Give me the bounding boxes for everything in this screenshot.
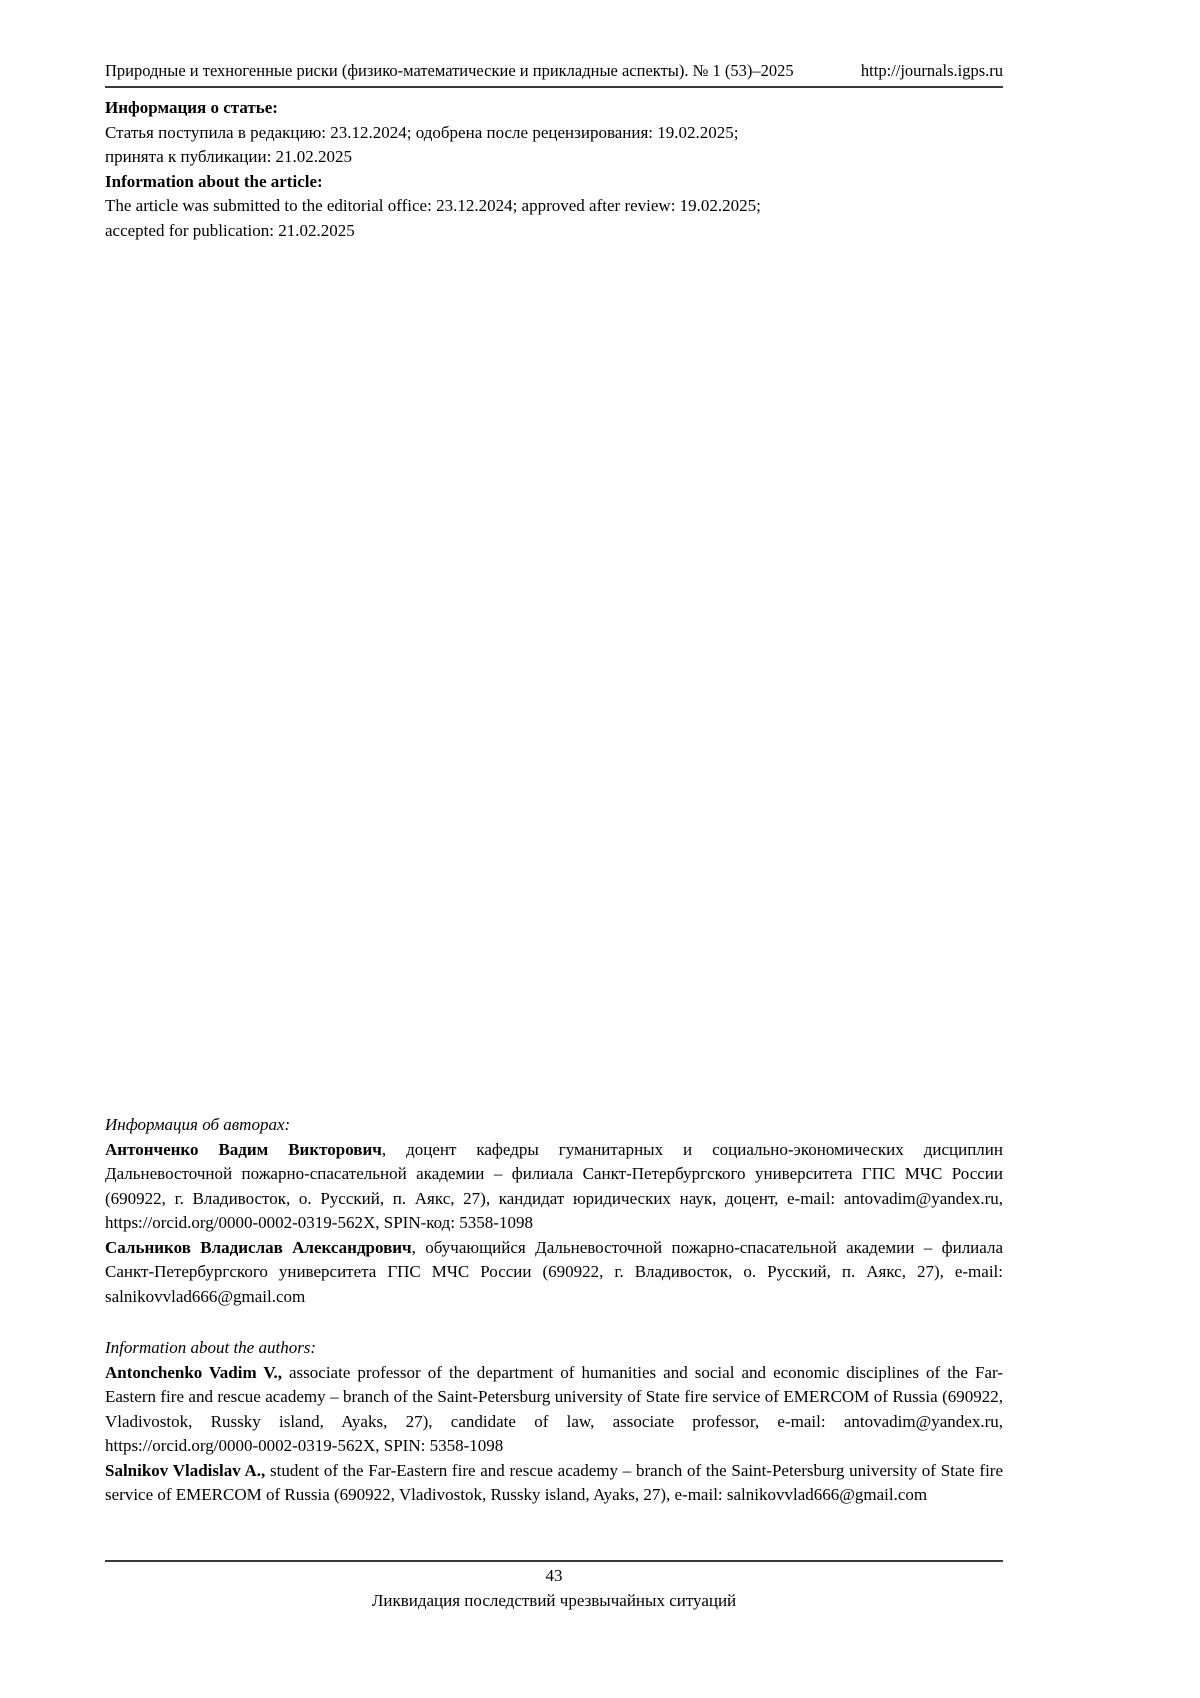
author-ru-1-details: , доцент кафедры гуманитарных и социально-экономических дисциплин Дальневосточной пожарно-спасательной академии – филиала Санкт-Петербургского университета ГПС МЧС России (690922, г. Владивосток, о. Русский, п. Аякс, 27), кандидат юридических наук, доцент, e-mail: antovadim@yandex.ru, https://orcid.org/0000-0002-0319-562X, SPIN-код: 5358-1098 xyxy=(105,1139,1003,1232)
article-info-ru-line2: принята к публикации: 21.02.2025 xyxy=(105,147,353,166)
article-info-en-line2: accepted for publication: 21.02.2025 xyxy=(105,220,355,240)
author-en-1 xyxy=(105,1361,1003,1459)
author-ru-1-name: Антонченко Вадим Викторович xyxy=(105,1139,382,1159)
authors-ru-heading: Информация об авторах: xyxy=(105,1115,291,1134)
page-footer xyxy=(105,1560,1003,1613)
article-info-ru-heading: Информация о статье: xyxy=(105,98,278,117)
authors-section xyxy=(105,1113,1003,1508)
author-en-1-name: Antonchenko Vadim V., xyxy=(105,1362,282,1382)
header-row xyxy=(105,60,1003,82)
author-en-2-details: student of the Far-Eastern fire and rescue academy – branch of the Saint-Petersburg university of State fire service of EMERCOM of Russia (690922, Vladivostok, Russky island, Ayaks, 27), e-mail: salnikovvlad666@gmail.com xyxy=(105,1460,1004,1504)
article-info-ru-line1: Статья поступила в редакцию: 23.12.2024; одобрена после рецензирования: 19.02.2025; xyxy=(105,122,739,142)
article-info xyxy=(105,96,1003,243)
footer-section-title: Ликвидация последствий чрезвычайных ситуаций xyxy=(371,1590,737,1610)
author-ru-1 xyxy=(105,1138,1003,1236)
authors-en-heading: Information about the authors: xyxy=(105,1338,317,1357)
author-en-2-name: Salnikov Vladislav A., xyxy=(105,1460,266,1480)
author-en-1-details: associate professor of the department of humanities and social and economic disciplines of the Far-Eastern fire and rescue academy – branch of the Saint-Petersburg university of State fire service of EMERCOM of Russia (690922, Vladivostok, Russky island, Ayaks, 27), candidate of law, associate professor, e-mail: antovadim@yandex.ru, https://orcid.org/0000-0002-0319-562X, SPIN: 5358-1098 xyxy=(105,1362,1004,1455)
article-info-en-line1: The article was submitted to the editorial office: 23.12.2024; approved after review: 19.02.2025; xyxy=(105,196,761,215)
author-ru-2-name: Сальников Владислав Александрович xyxy=(105,1237,412,1257)
page-number: 43 xyxy=(545,1566,563,1585)
journal-url: http://journals.igps.ru xyxy=(860,61,1003,80)
author-ru-2-details: , обучающийся Дальневосточной пожарно-спасательной академии – филиала Санкт-Петербургского университета ГПС МЧС России (690922, г. Владивосток, о. Русский, п. Аякс, 27), e-mail: salnikovvlad666@gmail.com xyxy=(105,1237,1003,1306)
author-en-2 xyxy=(105,1459,1003,1508)
footer-rule xyxy=(105,1560,1003,1562)
page-header xyxy=(105,60,1003,88)
header-rule xyxy=(105,86,1003,88)
article-info-en-heading: Information about the article: xyxy=(105,171,323,191)
author-ru-2 xyxy=(105,1236,1003,1310)
journal-title: Природные и техногенные риски (физико-математические и прикладные аспекты). № 1 (53)–2025 xyxy=(105,61,794,80)
